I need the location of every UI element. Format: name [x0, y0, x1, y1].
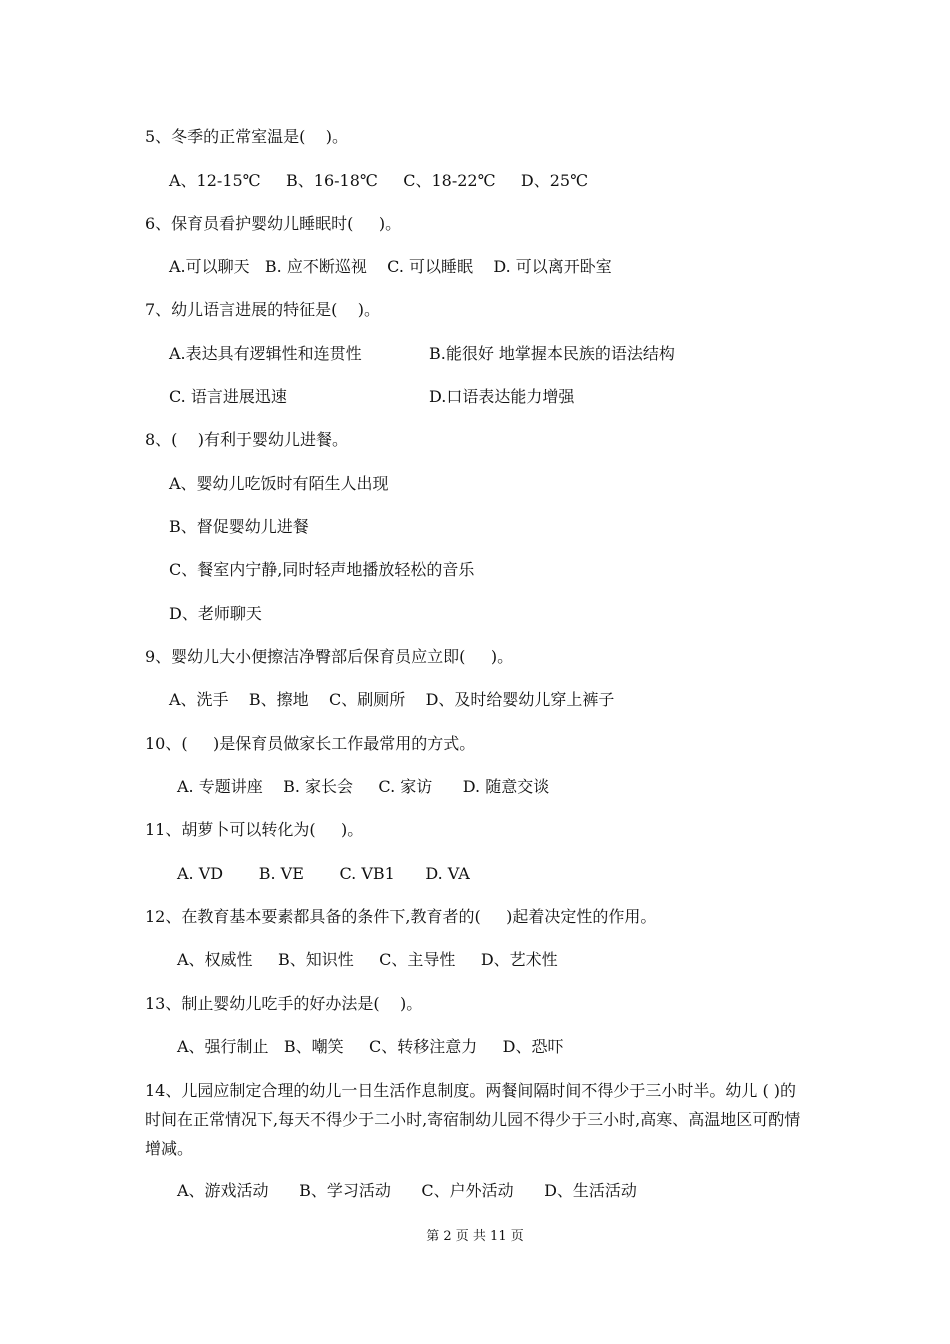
question-7-option-d: D.口语表达能力增强 [429, 387, 575, 406]
question-13-options: A、强行制止 B、嘲笑 C、转移注意力 D、恐吓 [177, 1037, 564, 1056]
question-14-stem: 14、儿园应制定合理的幼儿一日生活作息制度。两餐间隔时间不得少于三小时半。幼儿 ( )的时间在正常情况下,每天不得少于二小时,寄宿制幼儿园不得少于三小时,高寒、高温地区可酌情增减。 [145, 1081, 801, 1158]
question-8-stem: 8、( )有利于婴幼儿进餐。 [145, 430, 349, 449]
question-5-stem: 5、冬季的正常室温是( )。 [145, 127, 349, 146]
question-7-option-c: C. 语言进展迅速 [169, 387, 287, 406]
question-12-stem: 12、在教育基本要素都具备的条件下,教育者的( )起着决定性的作用。 [145, 907, 657, 926]
page-footer: 第 2 页 共 11 页 [426, 1229, 524, 1244]
question-8-option-a: A、婴幼儿吃饭时有陌生人出现 [169, 474, 389, 493]
question-11-options: A. VD B. VE C. VB1 D. VA [177, 864, 470, 883]
question-8-option-c: C、餐室内宁静,同时轻声地播放轻松的音乐 [169, 560, 475, 579]
question-8-option-d: D、老师聊天 [169, 604, 262, 623]
question-6-stem: 6、保育员看护婴幼儿睡眠时( )。 [145, 214, 402, 233]
question-9-options: A、洗手 B、擦地 C、刷厕所 D、及时给婴幼儿穿上裤子 [169, 690, 615, 709]
question-5-options: A、12-15℃ B、16-18℃ C、18-22℃ D、25℃ [169, 171, 589, 190]
question-9-stem: 9、婴幼儿大小便擦洁净臀部后保育员应立即( )。 [145, 647, 514, 666]
question-6-options: A.可以聊天 B. 应不断巡视 C. 可以睡眠 D. 可以离开卧室 [169, 257, 612, 276]
question-7-stem: 7、幼儿语言进展的特征是( )。 [145, 300, 381, 319]
question-12-options: A、权威性 B、知识性 C、主导性 D、艺术性 [177, 950, 558, 969]
question-13-stem: 13、制止婴幼儿吃手的好办法是( )。 [145, 994, 423, 1013]
question-10-options: A. 专题讲座 B. 家长会 C. 家访 D. 随意交谈 [177, 777, 550, 796]
question-14-options: A、游戏活动 B、学习活动 C、户外活动 D、生活活动 [177, 1181, 637, 1200]
question-11-stem: 11、胡萝卜可以转化为( )。 [145, 820, 364, 839]
question-7-option-b: B.能很好 地掌握本民族的语法结构 [429, 344, 675, 363]
question-8-option-b: B、督促婴幼儿进餐 [169, 517, 309, 536]
question-10-stem: 10、( )是保育员做家长工作最常用的方式。 [145, 734, 476, 753]
question-7-option-a: A.表达具有逻辑性和连贯性 [169, 344, 362, 363]
